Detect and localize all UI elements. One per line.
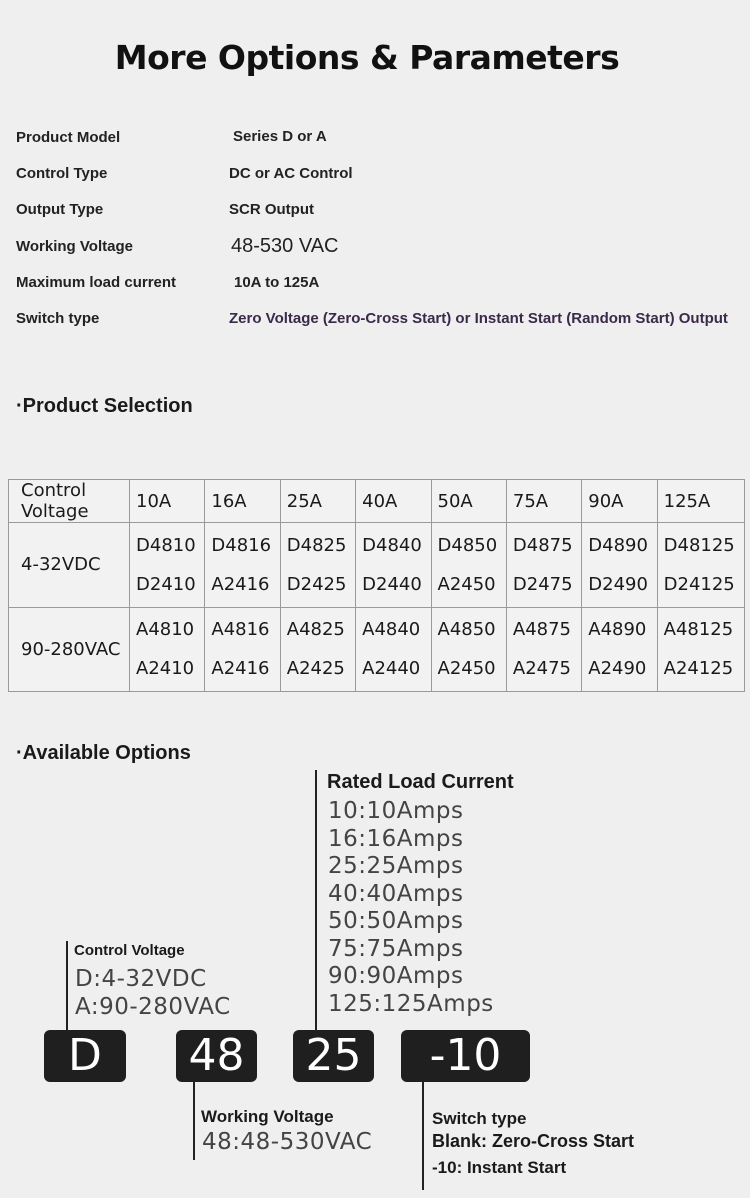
switch-type-leader-line xyxy=(422,1082,424,1190)
code-box-current: 25 xyxy=(293,1030,374,1082)
row-label-dc: 4-32VDC xyxy=(9,523,130,608)
control-voltage-label: Control Voltage xyxy=(74,942,185,959)
code-box-switch: -10 xyxy=(401,1030,530,1082)
table-row xyxy=(9,523,745,608)
model-cell: A4810 A2410 xyxy=(130,607,205,692)
working-voltage-leader-line xyxy=(193,1082,195,1160)
rated-current-item: 125:125Amps xyxy=(328,990,494,1017)
model-cell: A48125 A24125 xyxy=(657,607,744,692)
control-voltage-leader-line xyxy=(66,941,68,1033)
model-cell: A4875 A2475 xyxy=(506,607,581,692)
current-header: 10A xyxy=(130,480,205,523)
rated-current-item: 90:90Amps xyxy=(328,963,464,989)
param-label-max-load-current: Maximum load current xyxy=(16,274,177,291)
rated-current-leader-line xyxy=(315,770,317,1032)
param-value-switch-type: Zero Voltage (Zero-Cross Start) or Instant Start (Random Start) Output xyxy=(229,310,728,327)
model-cell: A4816 A2416 xyxy=(205,607,280,692)
model-cell: D4840 D2440 xyxy=(356,523,431,608)
switch-type-label: Switch type xyxy=(432,1109,527,1128)
current-header: 90A xyxy=(582,480,657,523)
model-cell: D4810 D2410 xyxy=(130,523,205,608)
control-voltage-item: A:90-280VAC xyxy=(75,994,231,1020)
product-selection-table xyxy=(8,479,745,692)
rated-current-label: Rated Load Current xyxy=(327,771,514,793)
rated-current-list xyxy=(328,798,494,1018)
row-label-ac: 90-280VAC xyxy=(9,607,130,692)
model-cell: D4816 A2416 xyxy=(205,523,280,608)
rated-current-item: 40:40Amps xyxy=(328,880,464,907)
current-header: 25A xyxy=(280,480,355,523)
control-voltage-item: D:4-32VDC xyxy=(75,966,207,992)
model-cell: D4890 D2490 xyxy=(582,523,657,608)
model-cell: D48125 D24125 xyxy=(657,523,744,608)
rated-current-item: 75:75Amps xyxy=(328,935,464,962)
product-selection-heading: ·Product Selection xyxy=(16,395,193,417)
current-header: 50A xyxy=(431,480,506,523)
current-header: 75A xyxy=(506,480,581,523)
param-label-control-type: Control Type xyxy=(16,165,108,182)
rated-current-item: 10:10Amps xyxy=(328,798,464,824)
param-value-output-type: SCR Output xyxy=(229,201,314,218)
switch-type-item-blank: Blank: Zero-Cross Start xyxy=(432,1131,635,1151)
working-voltage-label: Working Voltage xyxy=(201,1107,334,1126)
param-value-product-model: Series D or A xyxy=(233,128,327,145)
param-value-max-load-current: 10A to 125A xyxy=(234,274,320,291)
table-header-row xyxy=(9,480,745,523)
model-cell: D4825 D2425 xyxy=(280,523,355,608)
model-cell: A4840 A2440 xyxy=(356,607,431,692)
current-header: 125A xyxy=(657,480,744,523)
control-voltage-header: Control Voltage xyxy=(9,480,130,523)
model-cell: D4875 D2475 xyxy=(506,523,581,608)
available-options-heading: ·Available Options xyxy=(16,742,191,764)
table-row xyxy=(9,607,745,692)
code-box-voltage: 48 xyxy=(176,1030,257,1082)
model-cell: A4890 A2490 xyxy=(582,607,657,692)
rated-current-item: 16:16Amps xyxy=(328,825,464,852)
rated-current-item: 25:25Amps xyxy=(328,853,464,879)
model-cell: A4825 A2425 xyxy=(280,607,355,692)
param-label-output-type: Output Type xyxy=(16,201,104,218)
current-header: 16A xyxy=(205,480,280,523)
model-cell: D4850 A2450 xyxy=(431,523,506,608)
working-voltage-item: 48:48-530VAC xyxy=(202,1129,373,1155)
rated-current-item: 50:50Amps xyxy=(328,908,464,934)
current-header: 40A xyxy=(356,480,431,523)
param-value-working-voltage: 48-530 VAC xyxy=(231,235,339,257)
param-value-control-type: DC or AC Control xyxy=(229,165,353,182)
control-voltage-list xyxy=(75,965,231,1021)
model-cell: A4850 A2450 xyxy=(431,607,506,692)
code-box-control: D xyxy=(44,1030,126,1082)
param-label-product-model: Product Model xyxy=(16,129,121,146)
page-title: More Options & Parameters xyxy=(114,38,620,77)
param-label-switch-type: Switch type xyxy=(16,310,100,327)
working-voltage-list xyxy=(202,1129,372,1157)
param-label-working-voltage: Working Voltage xyxy=(16,238,133,255)
switch-type-item-instant: -10: Instant Start xyxy=(432,1158,567,1177)
